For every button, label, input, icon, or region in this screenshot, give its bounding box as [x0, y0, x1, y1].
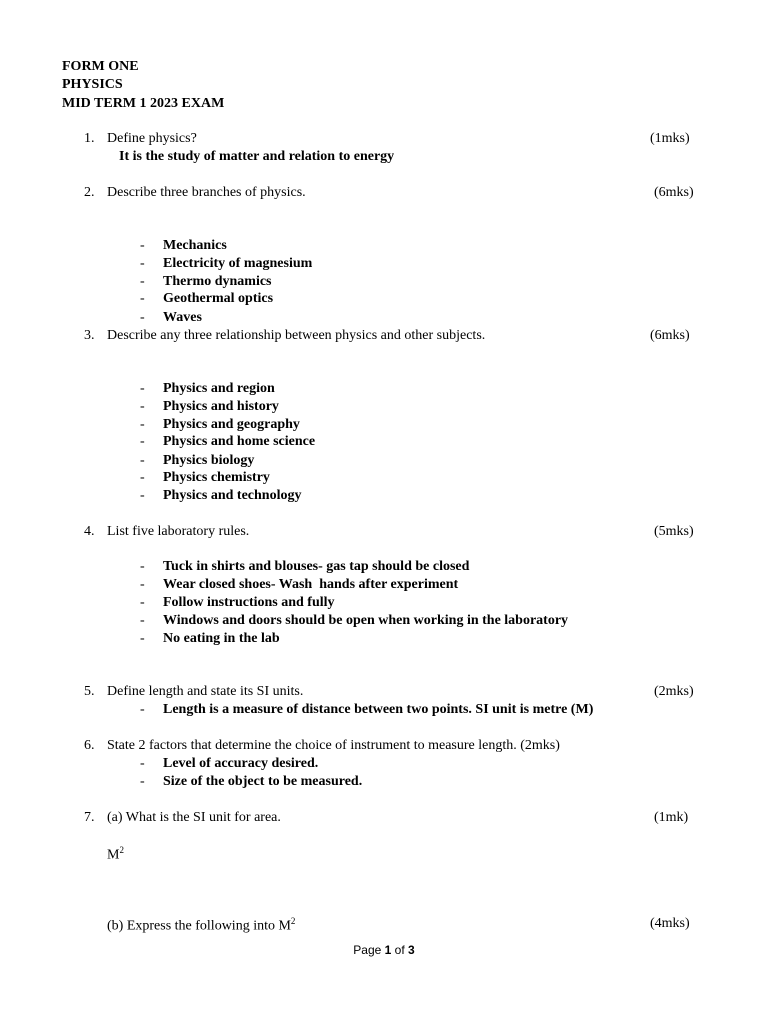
answer-item: Level of accuracy desired.	[163, 756, 319, 771]
answer-item: Physics and history	[163, 399, 279, 414]
footer-prefix: Page	[353, 943, 385, 957]
footer-current-page: 1	[384, 943, 392, 957]
footer-total-pages: 3	[408, 943, 415, 957]
question-text: Describe any three relationship between physics and other subjects.	[107, 328, 486, 343]
answer-text: It is the study of matter and relation to energy	[119, 149, 395, 164]
bullet-dash: -	[140, 613, 145, 628]
answer-item: Waves	[163, 310, 202, 325]
question-marks: (6mks)	[650, 328, 690, 343]
bullet-dash: -	[140, 310, 145, 325]
exam-class: FORM ONE	[62, 59, 139, 74]
bullet-dash: -	[140, 774, 145, 789]
question-text	[107, 916, 295, 935]
answer-item: Physics and technology	[163, 488, 302, 503]
exam-subject: PHYSICS	[62, 77, 123, 92]
question-number: 6.	[84, 738, 95, 753]
question-text: (a) What is the SI unit for area.	[107, 810, 281, 825]
answer-item: Wear closed shoes- Wash hands after experiment	[163, 577, 459, 592]
answer-unit	[107, 845, 124, 864]
bullet-dash: -	[140, 274, 145, 289]
bullet-dash: -	[140, 434, 145, 449]
question-number: 5.	[84, 684, 95, 699]
answer-item: Physics and geography	[163, 417, 300, 432]
bullet-dash: -	[140, 756, 145, 771]
bullet-dash: -	[140, 595, 145, 610]
answer-item: Size of the object to be measured.	[163, 774, 363, 789]
bullet-dash: -	[140, 470, 145, 485]
bullet-dash: -	[140, 488, 145, 503]
bullet-dash: -	[140, 631, 145, 646]
answer-item: No eating in the lab	[163, 631, 280, 646]
question-marks: (4mks)	[650, 916, 690, 931]
unit-base: M	[107, 847, 120, 863]
part-b-text: (b) Express the following into M	[107, 918, 291, 934]
bullet-dash: -	[140, 453, 145, 468]
answer-item: Physics and home science	[163, 434, 316, 449]
answer-item: Tuck in shirts and blouses- gas tap should be closed	[163, 559, 470, 574]
exam-title: MID TERM 1 2023 EXAM	[62, 96, 225, 111]
question-number: 7.	[84, 810, 95, 825]
question-number: 2.	[84, 185, 95, 200]
question-marks: (1mks)	[650, 131, 690, 146]
answer-item: Physics chemistry	[163, 470, 270, 485]
question-text: State 2 factors that determine the choice of instrument to measure length. (2mks)	[107, 738, 560, 753]
question-number: 4.	[84, 524, 95, 539]
answer-item: Thermo dynamics	[163, 274, 272, 289]
footer-of: of	[391, 943, 409, 957]
answer-item: Length is a measure of distance between two points. SI unit is metre (M)	[163, 702, 594, 717]
question-text: Define physics?	[107, 131, 197, 146]
answer-item: Geothermal optics	[163, 291, 274, 306]
bullet-dash: -	[140, 559, 145, 574]
question-number: 3.	[84, 328, 95, 343]
bullet-dash: -	[140, 702, 145, 717]
question-text: List five laboratory rules.	[107, 524, 250, 539]
question-marks: (5mks)	[654, 524, 694, 539]
bullet-dash: -	[140, 291, 145, 306]
answer-item: Physics biology	[163, 453, 255, 468]
bullet-dash: -	[140, 577, 145, 592]
answer-item: Mechanics	[163, 238, 227, 253]
bullet-dash: -	[140, 399, 145, 414]
question-text: Describe three branches of physics.	[107, 185, 306, 200]
question-marks: (2mks)	[654, 684, 694, 699]
answer-item: Physics and region	[163, 381, 275, 396]
question-marks: (1mk)	[654, 810, 689, 825]
question-marks: (6mks)	[654, 185, 694, 200]
bullet-dash: -	[140, 238, 145, 253]
bullet-dash: -	[140, 417, 145, 432]
answer-item: Follow instructions and fully	[163, 595, 335, 610]
answer-item: Electricity of magnesium	[163, 256, 313, 271]
question-text: Define length and state its SI units.	[107, 684, 304, 699]
bullet-dash: -	[140, 256, 145, 271]
question-number: 1.	[84, 131, 95, 146]
page-footer	[0, 943, 768, 957]
unit-exponent: 2	[119, 845, 124, 855]
bullet-dash: -	[140, 381, 145, 396]
answer-item: Windows and doors should be open when working in the laboratory	[163, 613, 569, 628]
part-b-exponent: 2	[290, 916, 296, 926]
